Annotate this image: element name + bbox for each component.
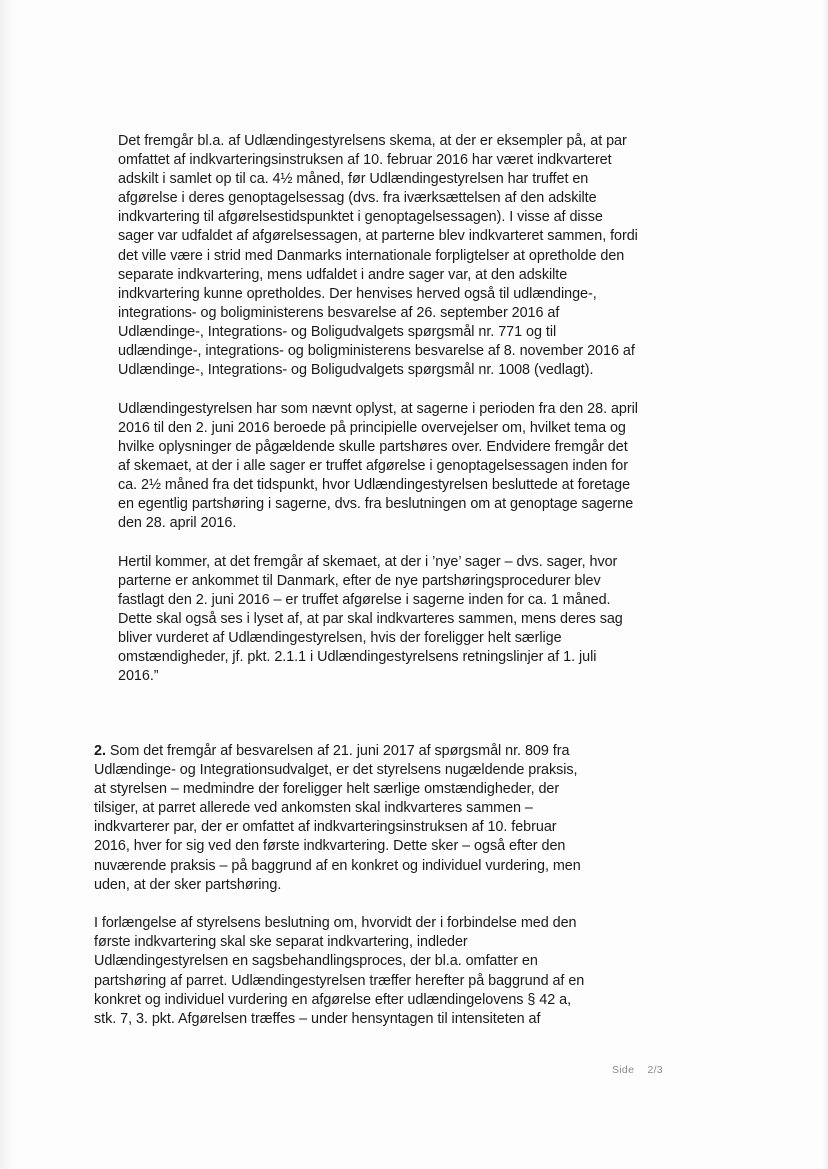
page-number: 2/3 bbox=[647, 1064, 663, 1076]
page-footer bbox=[612, 1064, 663, 1076]
quote-paragraph-1: Det fremgår bl.a. af Udlændingestyrelsens skema, at der er eksempler på, at par omfattet af indkvarteringsinstruksen af 10. februar 2016 har været indkvarteret adskilt i samlet op til ca. 4½ måned, før Udlændingestyrelsen har truffet en afgørelse i deres genoptagelsessag (dvs. fra iværksættelsen af den adskilte indkvartering til afgørelsestidspunktet i genoptagelsessagen). I visse af disse sager var udfaldet af afgørelsessagen, at parterne blev indkvarteret sammen, fordi det ville være i strid med Danmarks internationale forpligtelser at opretholde den separate indkvartering, mens udfaldet i andre sager var, at den adskilte indkvartering kunne opretholdes. Der henvises herved også til udlændinge-, integrations- og boligministerens besvarelse af 26. september 2016 af Udlændinge-, Integrations- og Boligudvalgets spørgsmål nr. 771 og til udlændinge-, integrations- og boligministerens besvarelse af 8. november 2016 af Udlændinge-, Integrations- og Boligudvalgets spørgsmål nr. 1008 (vedlagt). bbox=[118, 133, 638, 379]
quote-paragraph-3: Hertil kommer, at det fremgår af skemaet, at der i ’nye’ sager – dvs. sager, hvor parterne er ankommet til Danmark, efter de nye partshøringsprocedurer blev fastlagt den 2. juni 2016 – er truffet afgørelse i sagerne inden for ca. 1 måned. Dette skal også ses i lyset af, at par skal indkvarteres sammen, mens deres sag bliver vurderet af Udlændingestyrelsen, hvis der foreligger helt særlige omstændigheder, jf. pkt. 2.1.1 i Udlændingestyrelsens retningslinjer af 1. juli 2016.” bbox=[118, 553, 623, 685]
quoted-section bbox=[118, 132, 638, 706]
section-number: 2. bbox=[94, 743, 106, 759]
section-2 bbox=[94, 742, 590, 1048]
page-label: Side bbox=[612, 1064, 635, 1076]
section-2-paragraph-2: I forlængelse af styrelsens beslutning om, hvorvidt der i forbindelse med den første indkvartering skal ske separat indkvartering, indleder Udlændingestyrelsen en sagsbehandlingsproces, der bl.a. omfatter en partshøring af parret. Udlændingestyrelsen træffer herefter på baggrund af en konkret og individuel vurdering en afgørelse efter udlændingelovens § 42 a, stk. 7, 3. pkt. Afgørelsen træffes – under hensyntagen til intensiteten af bbox=[94, 915, 585, 1027]
section-2-paragraph-1-text: Som det fremgår af besvarelsen af 21. juni 2017 af spørgsmål nr. 809 fra Udlændinge- og Integrationsudvalget, er det styrelsens nugældende praksis, at styrelsen – medmindre der foreligger helt særlige omstændigheder, der tilsiger, at parret allerede ved ankomsten skal indkvarteres sammen – indkvarterer par, der er omfattet af indkvarteringsinstruksen af 10. februar 2016, hver for sig ved den første indkvartering. Dette sker – også efter den nuværende praksis – på baggrund af en konkret og individuel vurdering, men uden, at der sker partshøring. bbox=[94, 743, 581, 893]
scan-edge-left bbox=[0, 0, 14, 1169]
section-2-paragraph-1 bbox=[94, 742, 590, 895]
scan-edge-right bbox=[822, 0, 828, 1169]
quote-paragraph-2: Udlændingestyrelsen har som nævnt oplyst, at sagerne i perioden fra den 28. april 2016 til den 2. juni 2016 beroede på principielle overvejelser om, hvilket tema og hvilke oplysninger de pågældende skulle partshøres over. Endvidere fremgår det af skemaet, at der i alle sager er truffet afgørelse i genoptagelsessagen inden for ca. 2½ måned fra det tidspunkt, hvor Udlændingestyrelsen besluttede at foretage en egentlig partshøring i sagerne, dvs. fra beslutningen om at genoptage sagerne den 28. april 2016. bbox=[118, 400, 638, 532]
